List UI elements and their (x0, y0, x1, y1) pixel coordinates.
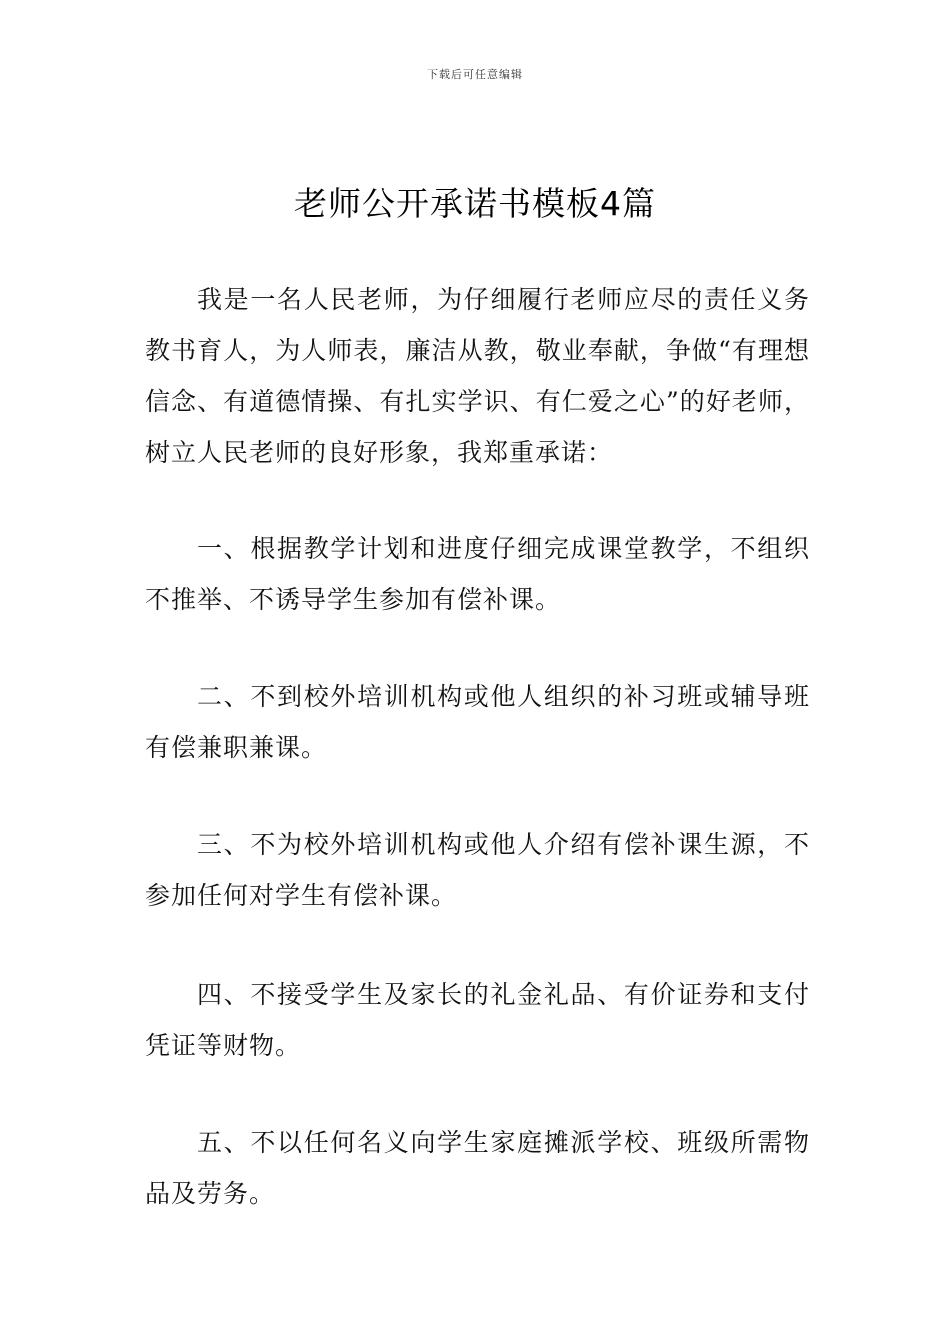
pledge-item-1: 一、根据教学计划和进度仔细完成课堂教学，不组织不推举、不诱导学生参加有偿补课。 (145, 534, 810, 614)
header-note: 下载后可任意编辑 (427, 68, 523, 81)
pledge-item-4: 四、不接受学生及家长的礼金礼品、有价证券和支付凭证等财物。 (145, 980, 810, 1060)
pledge-item-2: 二、不到校外培训机构或他人组织的补习班或辅导班有偿兼职兼课。 (145, 682, 810, 762)
pledge-item-5: 五、不以任何名义向学生家庭摊派学校、班级所需物品及劳务。 (145, 1128, 810, 1208)
pledge-item-3: 三、不为校外培训机构或他人介绍有偿补课生源，不参加任何对学生有偿补课。 (145, 830, 810, 910)
intro-paragraph: 我是一名人民老师，为仔细履行老师应尽的责任义务教书育人，为人师表，廉洁从教，敬业奉献，争做“有理想信念、有道德情操、有扎实学识、有仁爱之心”的好老师，树立人民老师的良好形象，我郑重承诺： (145, 285, 810, 467)
document-title: 老师公开承诺书模板4篇 (294, 184, 656, 223)
